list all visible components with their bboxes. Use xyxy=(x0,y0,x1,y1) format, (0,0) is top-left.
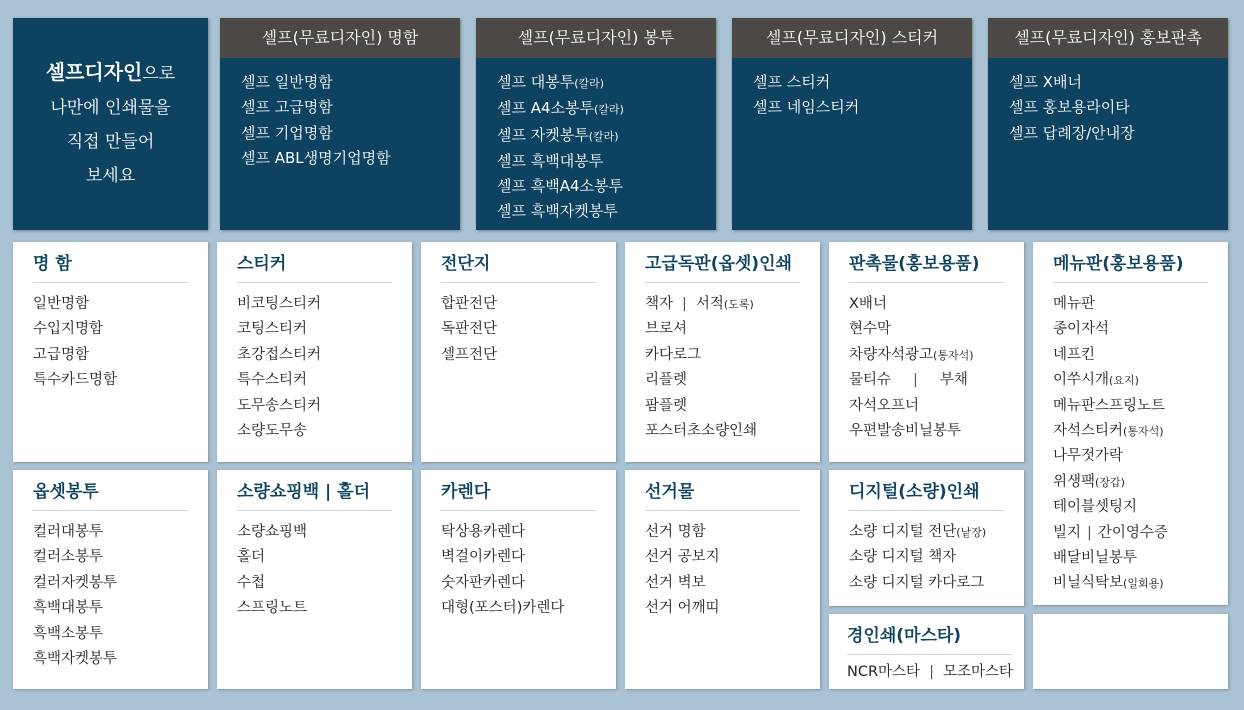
category-item[interactable]: 초강접스티커 xyxy=(237,346,322,363)
category-item[interactable]: 컬러소봉투 xyxy=(33,549,104,566)
category-item[interactable]: 홀더 xyxy=(237,549,266,566)
intro-line-2: 나만에 인쇄물을 xyxy=(50,98,171,118)
category-item[interactable]: 팜플렛 xyxy=(645,397,688,414)
category-item[interactable]: 독판전단 xyxy=(441,321,498,338)
category-item[interactable]: 모조마스타 xyxy=(942,664,1014,680)
category-item[interactable]: 선거 벽보 xyxy=(645,574,706,591)
category-title[interactable]: 고급독판(옵셋)인쇄 xyxy=(645,242,800,283)
category-item[interactable]: 테이블셋팅지 xyxy=(1053,499,1138,516)
category-item[interactable]: 선거 명함 xyxy=(645,524,706,540)
category-item[interactable]: 소량쇼핑백 xyxy=(237,524,308,540)
category-item[interactable]: 선거 어깨띠 xyxy=(645,600,720,617)
self-namecard-panel xyxy=(220,18,460,230)
category-item[interactable]: 종이자석 xyxy=(1053,321,1110,338)
category-item[interactable]: 자석스티커(통자석) xyxy=(1053,423,1164,440)
category-item[interactable]: 네프킨 xyxy=(1053,346,1096,363)
category-title[interactable]: 메뉴판(홍보용품) xyxy=(1053,242,1208,283)
category-item[interactable]: 리플렛 xyxy=(645,372,688,389)
category-item[interactable]: 숫자판카렌다 xyxy=(441,574,526,591)
category-item[interactable]: 수첩 xyxy=(237,574,266,591)
category-item[interactable]: 셀프전단 xyxy=(441,346,498,363)
category-title[interactable]: 전단지 xyxy=(441,242,596,283)
intro-panel xyxy=(13,18,208,230)
empty-panel xyxy=(1033,614,1228,689)
category-title[interactable]: 선거물 xyxy=(645,470,800,511)
category-item[interactable]: 탁상용카렌다 xyxy=(441,524,526,540)
intro-line-1: 셀프디자인으로 xyxy=(45,60,176,84)
category-item[interactable]: 도무송스티커 xyxy=(237,397,322,414)
category-item[interactable]: 특수스티커 xyxy=(237,372,308,389)
category-item[interactable]: 수입지명함 xyxy=(33,321,104,338)
self-sticker-title[interactable]: 셀프(무료디자인) 스티커 xyxy=(732,18,972,58)
category-item[interactable]: 벽걸이카렌다 xyxy=(441,549,526,566)
category-item[interactable]: 나무젓가락 xyxy=(1053,448,1124,465)
category-item[interactable]: 고급명함 xyxy=(33,346,90,363)
category-item[interactable]: 카다로그 xyxy=(645,346,702,363)
self-promo-item[interactable]: 셀프 홍보용라이타 xyxy=(1009,98,1130,117)
category-item[interactable]: 코팅스티커 xyxy=(237,321,308,338)
self-namecard-item[interactable]: 셀프 기업명함 xyxy=(241,123,333,142)
flyer-category xyxy=(421,242,616,462)
intro-line-4: 보세요 xyxy=(85,166,136,186)
category-item[interactable]: 흑백자켓봉투 xyxy=(33,651,118,668)
category-item[interactable]: 비코팅스티커 xyxy=(237,296,322,312)
self-namecard-title[interactable]: 셀프(무료디자인) 명함 xyxy=(220,18,460,58)
category-title[interactable]: 옵셋봉투 xyxy=(33,470,188,511)
category-item[interactable]: 소량 디지털 카다로그 xyxy=(849,574,985,591)
master-items: NCR마스타 | 모조마스타 xyxy=(847,664,1014,680)
self-sticker-item[interactable]: 셀프 네임스티커 xyxy=(753,98,860,117)
category-item[interactable]: 소량 디지털 전단(낱장) xyxy=(849,524,987,540)
category-item[interactable]: 소량도무송 xyxy=(237,423,308,440)
category-item[interactable]: 차량자석광고(통자석) xyxy=(849,346,974,363)
category-title[interactable]: 경인쇄(마스타) xyxy=(847,614,1012,655)
self-namecard-item[interactable]: 셀프 일반명함 xyxy=(241,73,333,91)
category-title[interactable]: 스티커 xyxy=(237,242,392,283)
category-item[interactable]: 책자 | 서적(도록) xyxy=(645,296,754,312)
self-envelope-title[interactable]: 셀프(무료디자인) 봉투 xyxy=(476,18,716,58)
category-title[interactable]: 카렌다 xyxy=(441,470,596,511)
category-item[interactable]: 메뉴판 xyxy=(1053,296,1096,312)
category-item[interactable]: 일반명함 xyxy=(33,296,90,312)
digital-category xyxy=(829,470,1024,606)
self-envelope-item[interactable]: 셀프 흑백자켓봉투 xyxy=(497,202,618,221)
category-item[interactable]: 빌지 | 간이영수증 xyxy=(1053,524,1168,541)
self-promo-title[interactable]: 셀프(무료디자인) 홍보판촉 xyxy=(988,18,1228,58)
category-item[interactable]: 이쑤시개(요지) xyxy=(1053,372,1139,389)
category-item[interactable]: 합판전단 xyxy=(441,296,498,312)
category-item[interactable]: 배달비닐봉투 xyxy=(1053,550,1138,567)
category-item[interactable]: 대형(포스터)카렌다 xyxy=(441,600,565,617)
category-item[interactable]: X배너 xyxy=(849,296,887,312)
category-item[interactable]: 흑백대봉투 xyxy=(33,600,104,617)
category-item[interactable]: 위생팩(장갑) xyxy=(1053,473,1125,490)
category-item[interactable]: 컬러대봉투 xyxy=(33,524,104,540)
category-title[interactable]: 판촉물(홍보용품) xyxy=(849,242,1004,283)
self-envelope-panel xyxy=(476,18,716,230)
offset-category xyxy=(625,242,820,462)
self-envelope-item[interactable]: 셀프 흑백A4소봉투 xyxy=(497,177,624,196)
self-envelope-item[interactable]: 셀프 A4소봉투(칼라) xyxy=(497,99,624,118)
category-item[interactable]: 메뉴판스프링노트 xyxy=(1053,397,1166,414)
category-item[interactable]: 특수카드명함 xyxy=(33,372,118,389)
category-title[interactable]: 소량쇼핑백 | 홀더 xyxy=(237,470,392,511)
menu-category xyxy=(1033,242,1228,605)
self-namecard-item[interactable]: 셀프 ABL생명기업명함 xyxy=(241,148,391,167)
category-item[interactable]: 브로셔 xyxy=(645,321,688,338)
category-item[interactable]: 컬러자켓봉투 xyxy=(33,574,118,591)
category-item[interactable]: 현수막 xyxy=(849,321,892,338)
shopping-category xyxy=(217,470,412,689)
namecard-category xyxy=(13,242,208,462)
intro-line-3: 직접 만들어 xyxy=(66,132,155,152)
self-envelope-item[interactable]: 셀프 자켓봉투(칼라) xyxy=(497,125,619,144)
category-item[interactable]: NCR마스타 xyxy=(847,664,921,680)
category-item[interactable]: 자석오프너 xyxy=(849,397,920,414)
category-title[interactable]: 디지털(소량)인쇄 xyxy=(849,470,1004,511)
category-item[interactable]: 선거 공보지 xyxy=(645,549,720,566)
self-promo-panel xyxy=(988,18,1228,230)
category-item[interactable]: 포스터초소량인쇄 xyxy=(645,423,758,440)
self-envelope-item[interactable]: 셀프 흑백대봉투 xyxy=(497,151,604,170)
sticker-category xyxy=(217,242,412,462)
self-namecard-item[interactable]: 셀프 고급명함 xyxy=(241,98,333,117)
self-promo-item[interactable]: 셀프 X배너 xyxy=(1009,73,1083,91)
self-sticker-item[interactable]: 셀프 스티커 xyxy=(753,73,831,91)
promo-category xyxy=(829,242,1024,462)
self-envelope-item[interactable]: 셀프 대봉투(칼라) xyxy=(497,73,605,91)
category-item[interactable]: 비닐식탁보(일회용) xyxy=(1053,575,1164,592)
envelope-category xyxy=(13,470,208,689)
calendar-category xyxy=(421,470,616,689)
category-title[interactable]: 명 함 xyxy=(33,242,188,283)
category-item[interactable]: 물티슈 | 부채 xyxy=(849,372,968,389)
category-item[interactable]: 소량 디지털 책자 xyxy=(849,549,957,566)
master-category xyxy=(829,614,1024,689)
category-item[interactable]: 우편발송비닐봉투 xyxy=(849,423,962,440)
category-item[interactable]: 스프링노트 xyxy=(237,600,308,617)
self-sticker-panel xyxy=(732,18,972,230)
self-promo-item[interactable]: 셀프 답례장/안내장 xyxy=(1009,123,1135,142)
election-category xyxy=(625,470,820,689)
category-item[interactable]: 흑백소봉투 xyxy=(33,625,104,642)
